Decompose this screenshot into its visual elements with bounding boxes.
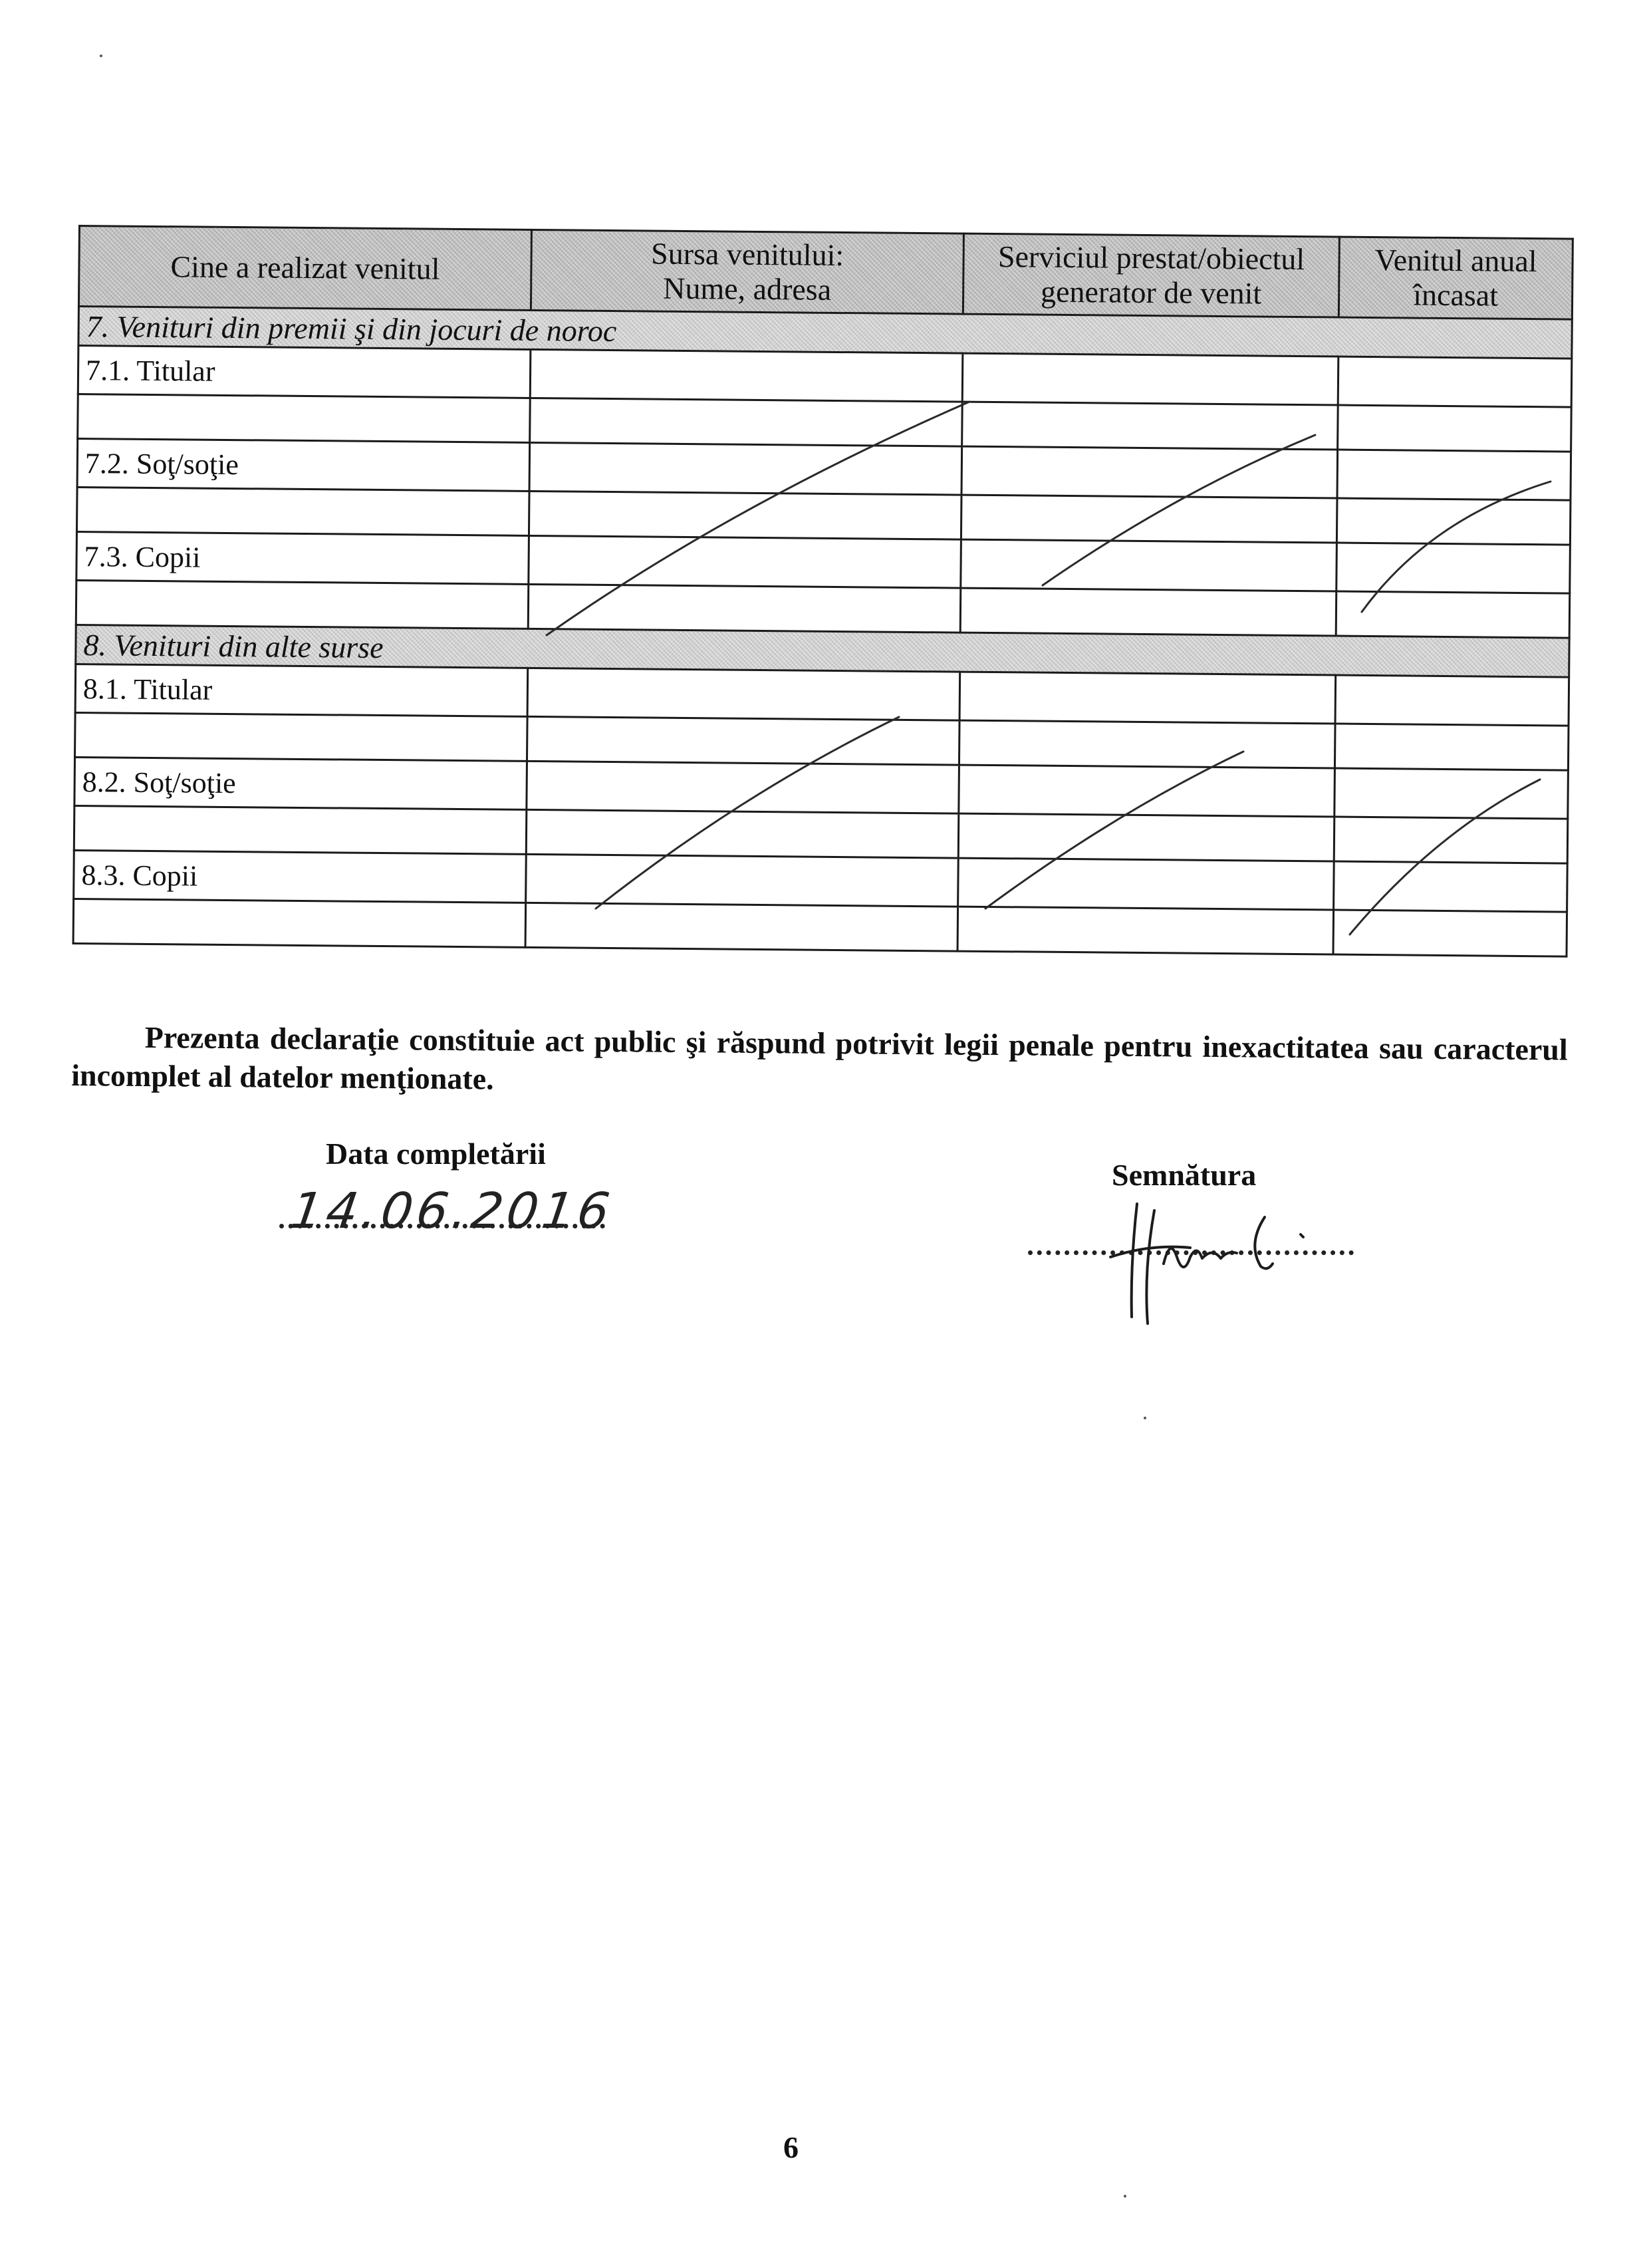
table-cell xyxy=(960,588,1336,636)
scan-speck xyxy=(1124,2195,1126,2197)
header-who xyxy=(78,226,531,311)
table-cell xyxy=(76,580,529,629)
date-value: 14.06.2016 xyxy=(287,1183,617,1240)
table-cell xyxy=(527,668,960,720)
table-cell xyxy=(1337,450,1571,500)
signature-label: Semnătura xyxy=(1112,1158,1257,1192)
table-cell xyxy=(1336,591,1570,638)
table-cell xyxy=(959,765,1335,817)
date-label: Data completării xyxy=(326,1137,546,1171)
header-income-line1: Venitul anual xyxy=(1374,243,1537,279)
table-cell xyxy=(1338,356,1572,407)
table-cell xyxy=(958,858,1334,910)
table-cell xyxy=(74,805,527,854)
scan-speck xyxy=(1144,1417,1146,1419)
table-cell xyxy=(1334,817,1568,863)
table-cell xyxy=(961,446,1338,498)
scan-speck xyxy=(100,55,102,57)
page-number: 6 xyxy=(783,2130,799,2164)
income-table xyxy=(72,225,1574,958)
header-source xyxy=(531,229,963,314)
row-label-8-2: 8.2. Soţ/soţie xyxy=(74,757,527,809)
section-7-title: 7. Venituri din premii şi din jocuri de noroc xyxy=(78,307,1572,359)
header-service-line2: generator de venit xyxy=(1040,274,1262,311)
table-cell xyxy=(529,535,961,588)
handwritten-signature xyxy=(1090,1184,1330,1330)
header-source-line1: Sursa venitului: xyxy=(650,236,844,273)
table-cell xyxy=(962,353,1338,405)
header-source-line2: Nume, adresa xyxy=(663,271,832,307)
table-cell xyxy=(530,349,963,402)
section-8-title: 8. Venituri din alte surse xyxy=(76,625,1569,677)
table-cell xyxy=(527,761,959,813)
row-label-8-1: 8.1. Titular xyxy=(75,664,528,716)
header-service-line1: Serviciul prestat/obiectul xyxy=(997,239,1305,277)
table-cell xyxy=(1334,768,1569,819)
declaration-text: Prezenta declaraţie constituie act public şi răspund potrivit legii penale pentru inexactitatea sau caracterul incomplet al datelor menţionate. xyxy=(71,1020,1568,1096)
table-cell xyxy=(530,398,963,446)
header-income-line2: încasat xyxy=(1413,277,1499,313)
table-cell xyxy=(961,495,1337,543)
table-cell xyxy=(526,809,959,858)
row-label-7-2: 7.2. Soţ/soţie xyxy=(77,439,530,492)
table-cell xyxy=(958,813,1334,861)
table-cell xyxy=(959,672,1336,724)
table-cell xyxy=(76,487,529,535)
row-label-7-3: 7.3. Copii xyxy=(76,531,529,584)
header-who-label: Cine a realizat venitul xyxy=(170,249,440,286)
table-cell xyxy=(957,907,1334,954)
table-cell xyxy=(1336,543,1571,593)
header-service xyxy=(963,233,1339,317)
table-cell xyxy=(527,716,959,765)
table-cell xyxy=(526,854,959,907)
header-income xyxy=(1338,237,1573,319)
table-cell xyxy=(1333,910,1567,956)
table-cell xyxy=(529,491,961,539)
table-cell xyxy=(525,903,958,951)
table-cell xyxy=(1336,498,1571,545)
table-cell xyxy=(528,584,961,633)
table-cell xyxy=(73,899,526,947)
table-header-row xyxy=(78,226,1573,320)
row-label-8-3: 8.3. Copii xyxy=(74,850,527,903)
table-cell xyxy=(962,402,1338,450)
table-cell xyxy=(75,712,528,761)
table-cell xyxy=(1334,724,1569,770)
table-cell xyxy=(1334,861,1568,912)
row-label-7-1: 7.1. Titular xyxy=(78,346,531,398)
table-cell xyxy=(1338,405,1572,452)
table-cell xyxy=(78,394,531,443)
table-cell xyxy=(529,442,962,495)
table-cell xyxy=(961,539,1337,591)
table-cell xyxy=(1335,675,1569,726)
table-cell xyxy=(959,720,1335,768)
